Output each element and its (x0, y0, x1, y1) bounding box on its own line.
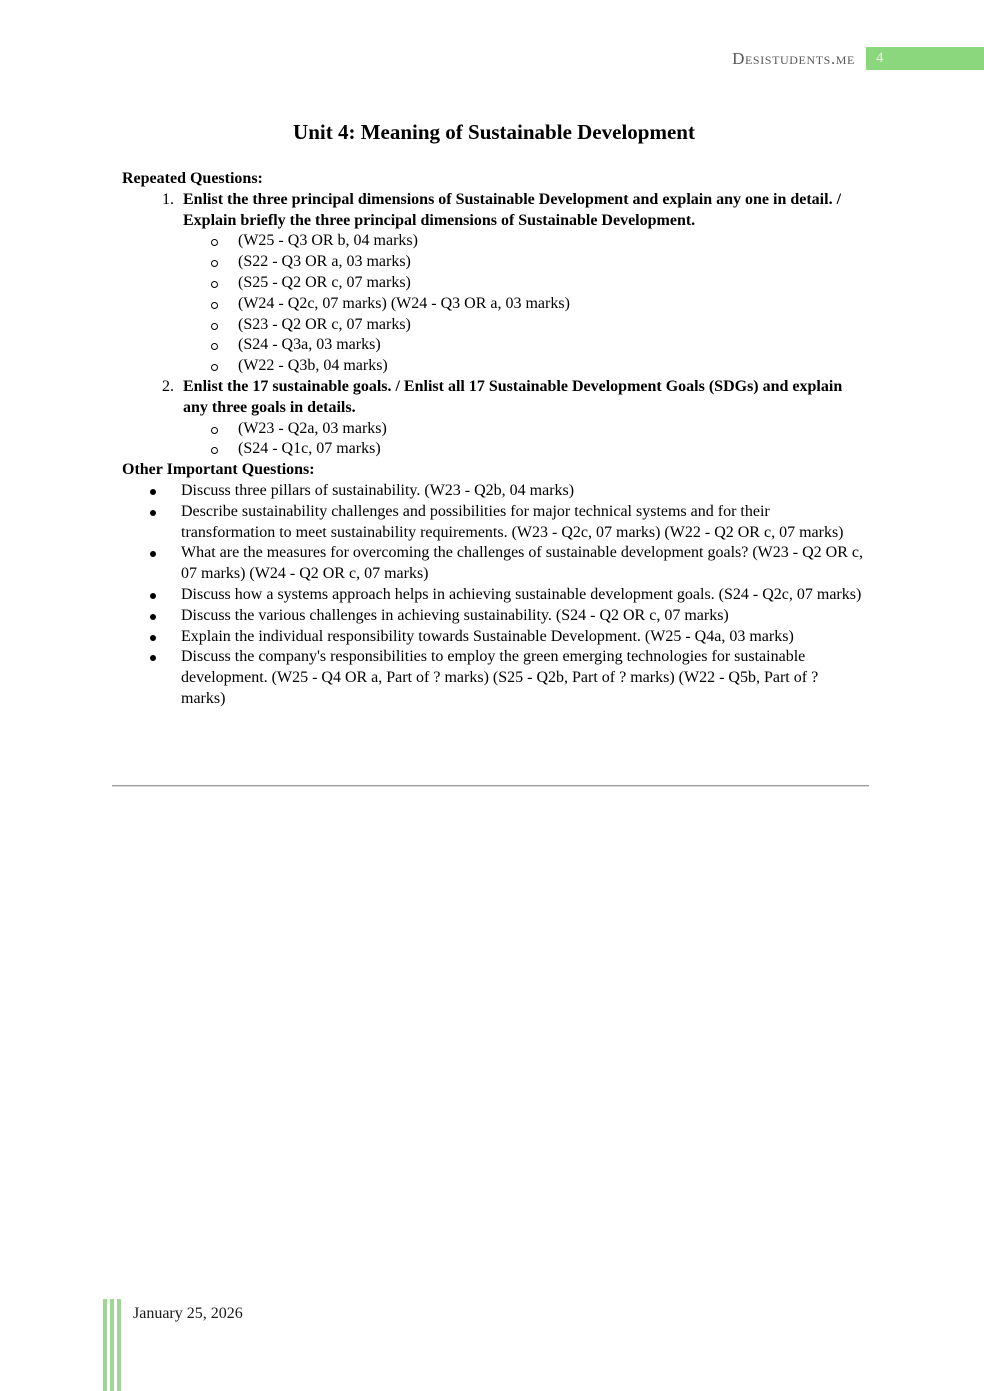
bullet-text: Discuss the company's responsibilities to employ the green emerging technologies for sustainable development. (W25 - Q4 OR a, Part of ? marks) (S25 - Q2b, Part of ? marks) (W22 - Q5b, Part of ? marks) (181, 648, 819, 707)
bullet-text: Explain the individual responsibility towards Sustainable Development. (W25 - Q4a, 03 marks) (181, 627, 794, 645)
mark-item (238, 273, 866, 294)
mark-text: (S22 - Q3 OR a, 03 marks) (238, 253, 411, 271)
circle-bullet-icon (211, 323, 218, 330)
mark-item (238, 252, 866, 273)
disc-bullet-icon (150, 614, 156, 620)
bullet-text: Describe sustainability challenges and possibilities for major technical systems and for their transformation to meet sustainability requirements. (W23 - Q2c, 07 marks) (W22 - Q2 OR c, 07 marks) (181, 502, 844, 541)
footer-accent-bars-icon (103, 1299, 121, 1391)
question-number: 2. (162, 377, 174, 395)
section-heading-repeated-questions: Repeated Questions: (122, 170, 263, 187)
question-item (122, 190, 866, 377)
disc-bullet-icon (150, 635, 156, 641)
mark-item (238, 315, 866, 336)
page-title: Unit 4: Meaning of Sustainable Development (293, 120, 695, 144)
mark-item (238, 419, 866, 440)
page-header (0, 47, 984, 70)
mark-text: (W24 - Q2c, 07 marks) (W24 - Q3 OR a, 03 marks) (238, 294, 570, 312)
list-item (181, 502, 866, 544)
vertical-bar-icon (117, 1299, 121, 1391)
bullet-text: Discuss how a systems approach helps in achieving sustainable development goals. (S24 - Q2c, 07 marks) (181, 585, 862, 603)
mark-item (238, 294, 866, 315)
bullet-text: Discuss three pillars of sustainability. (W23 - Q2b, 04 marks) (181, 481, 575, 499)
mark-item (238, 439, 866, 460)
circle-bullet-icon (211, 302, 218, 309)
question-item (122, 377, 866, 460)
marks-list (122, 231, 866, 377)
question-number: 1. (162, 190, 174, 208)
circle-bullet-icon (211, 364, 218, 371)
list-item (181, 647, 866, 709)
question-text: Enlist the 17 sustainable goals. / Enlist all 17 Sustainable Development Goals (SDGs) and explain any three goals in details. (183, 377, 843, 416)
disc-bullet-icon (150, 510, 156, 516)
circle-bullet-icon (211, 281, 218, 288)
circle-bullet-icon (211, 239, 218, 246)
mark-text: (S24 - Q1c, 07 marks) (238, 440, 381, 458)
list-item (181, 543, 866, 585)
mark-text: (S25 - Q2 OR c, 07 marks) (238, 273, 411, 291)
mark-text: (S24 - Q3a, 03 marks) (238, 336, 381, 354)
bullet-text: Discuss the various challenges in achieving sustainability. (S24 - Q2 OR c, 07 marks) (181, 606, 729, 624)
list-item (181, 627, 866, 648)
footer-date: January 25, 2026 (133, 1305, 243, 1322)
circle-bullet-icon (211, 343, 218, 350)
section-repeated-questions (122, 169, 866, 460)
disc-bullet-icon (150, 551, 156, 557)
page-number-badge: 4 (866, 47, 984, 70)
mark-item (238, 356, 866, 377)
circle-bullet-icon (211, 260, 218, 267)
marks-list (122, 419, 866, 461)
vertical-bar-icon (103, 1299, 107, 1391)
mark-text: (W22 - Q3b, 04 marks) (238, 357, 388, 375)
mark-text: (S23 - Q2 OR c, 07 marks) (238, 315, 411, 333)
list-item (181, 481, 866, 502)
circle-bullet-icon (211, 427, 218, 434)
disc-bullet-icon (150, 593, 156, 599)
bullet-text: What are the measures for overcoming the challenges of sustainable development goals? (W23 - Q2 OR c, 07 marks) (W24 - Q2 OR c, 07 marks) (181, 544, 863, 583)
question-text: Enlist the three principal dimensions of Sustainable Development and explain any one in detail. / Explain briefly the three principal dimensions of Sustainable Development. (183, 190, 842, 229)
disc-bullet-icon (150, 655, 156, 661)
vertical-bar-icon (110, 1299, 114, 1391)
disc-bullet-icon (150, 489, 156, 495)
horizontal-divider (112, 785, 869, 787)
mark-item (238, 231, 866, 252)
section-other-important-questions (122, 460, 866, 710)
list-item (181, 606, 866, 627)
mark-text: (W25 - Q3 OR b, 04 marks) (238, 232, 418, 250)
list-item (181, 585, 866, 606)
mark-text: (W23 - Q2a, 03 marks) (238, 419, 387, 437)
repeated-questions-list (122, 190, 866, 460)
other-questions-list (122, 481, 866, 710)
section-heading-other-important-questions: Other Important Questions: (122, 461, 315, 479)
site-name: Desistudents.me (732, 49, 855, 68)
circle-bullet-icon (211, 447, 218, 454)
mark-item (238, 335, 866, 356)
